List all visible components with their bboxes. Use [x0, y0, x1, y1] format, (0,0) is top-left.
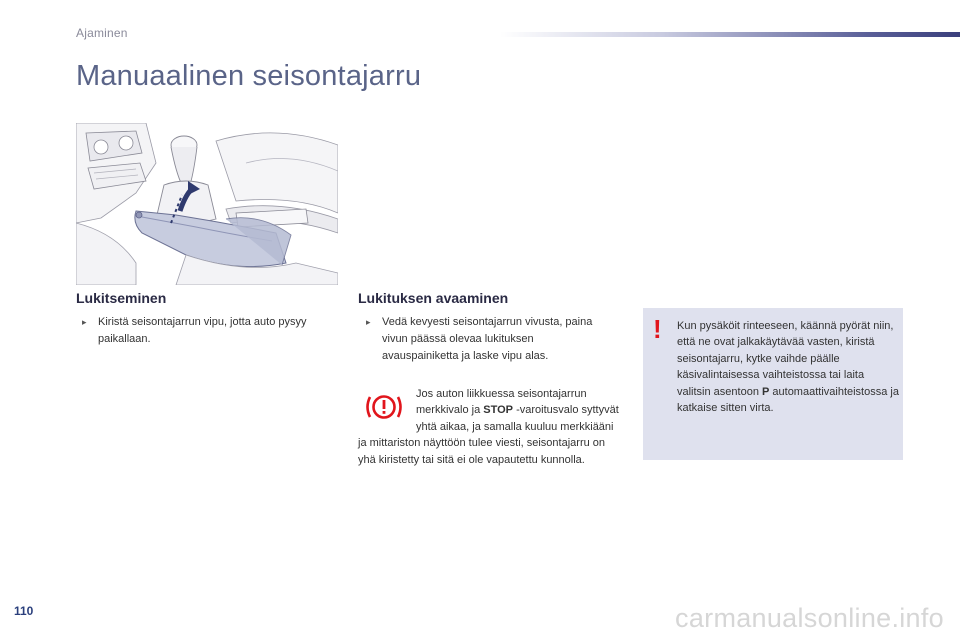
page-title: Manuaalinen seisontajarru — [76, 60, 422, 92]
warning-text-before: Jos auton liikkuessa seisontajarrun merkkivalo ja — [416, 388, 587, 417]
parking-brake-warning-icon — [364, 390, 404, 424]
tip-text-after: automaattivaihteistossa ja katkaise sitten virta. — [677, 385, 899, 415]
releasing-instruction — [366, 314, 604, 365]
parking-tip-box — [643, 308, 903, 460]
handbrake-drawing — [76, 123, 338, 285]
locking-instruction — [82, 314, 342, 348]
handbrake-illustration — [76, 123, 338, 285]
brake-warning-note — [358, 386, 624, 468]
warning-text-after: -varoitusvalo syttyvät yhtä aikaa, ja samalla kuuluu merkkiääni ja mittariston näyttöön tulee viesti, seisontajarru on yhä kiristetty tai sitä ei ole vapautettu kunnolla. — [358, 404, 619, 466]
locking-heading: Lukitseminen — [76, 290, 167, 306]
warning-text-stop: STOP — [483, 404, 514, 417]
tip-text-p: P — [762, 385, 770, 398]
tip-text-before: Kun pysäköit rinteeseen, käännä pyörät niin, että ne ovat jalkakäytävää vasten, kiristä seisontajarru, kytke vaihde päälle käsivalintaisessa vaihteistossa tai laita valitsin asentoon — [677, 320, 894, 398]
triangle-bullet-icon: ▸ — [366, 317, 371, 327]
section-label: Ajaminen — [76, 26, 128, 40]
watermark: carmanualsonline.info — [675, 603, 944, 633]
releasing-heading: Lukituksen avaaminen — [358, 290, 509, 306]
locking-instruction-text: Kiristä seisontajarrun vipu, jotta auto pysyy paikallaan. — [98, 316, 307, 345]
page-number: 110 — [14, 604, 34, 618]
tip-text — [677, 318, 899, 416]
triangle-bullet-icon: ▸ — [82, 317, 87, 327]
exclamation-icon: ! — [653, 314, 662, 344]
header-rule — [500, 32, 960, 37]
releasing-instruction-text: Vedä kevyesti seisontajarrun vivusta, paina vivun päässä olevaa lukituksen avauspainiketta ja laske vipu alas. — [382, 316, 593, 362]
